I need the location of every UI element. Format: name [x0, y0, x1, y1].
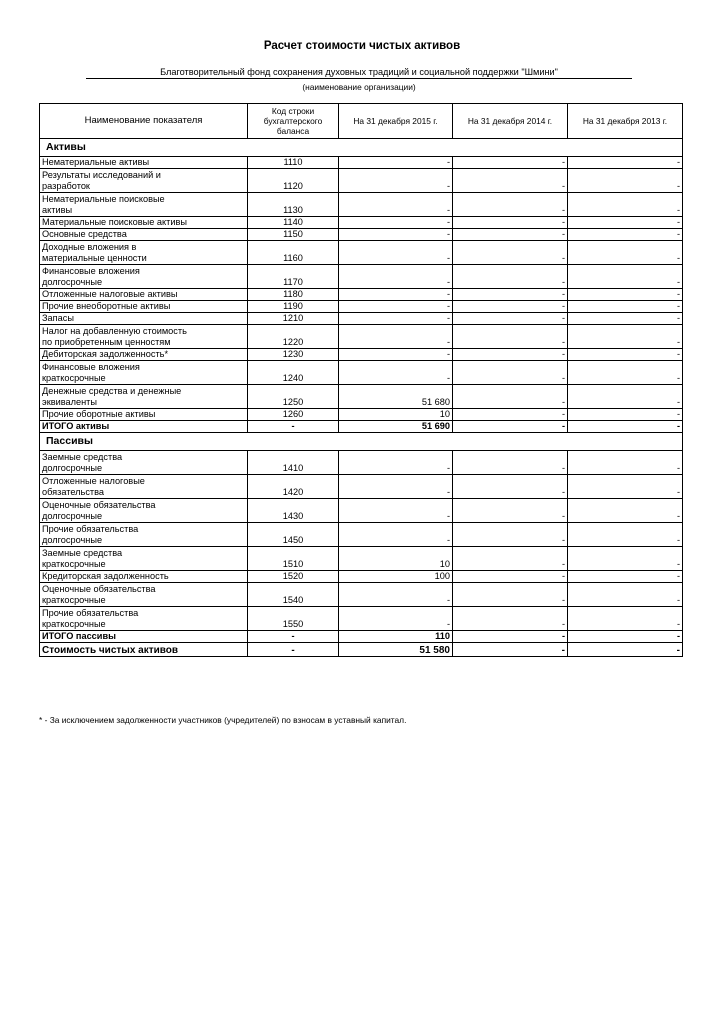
row-name-line: Отложенные налоговые активы [42, 289, 178, 299]
row-name-line: Заемные средства [42, 548, 123, 558]
row-value-2014: - [453, 643, 568, 657]
row-code: 1260 [248, 409, 339, 421]
row-name-line: разработок [42, 181, 90, 191]
row-value-2015: - [339, 349, 453, 361]
table-row [40, 385, 683, 409]
row-value-2014: - [453, 241, 568, 265]
header-line-code [248, 104, 339, 139]
row-value-2015: - [339, 583, 453, 607]
row-value-2015: - [339, 229, 453, 241]
row-name-line: обязательства [42, 487, 105, 497]
row-name [40, 583, 248, 607]
row-value-2014: - [453, 289, 568, 301]
row-value-2015: - [339, 265, 453, 289]
row-value-2014: - [453, 547, 568, 571]
row-value-2015: 10 [339, 547, 453, 571]
row-value-2013: - [568, 643, 683, 657]
row-name-line: по приобретенным ценностям [42, 337, 171, 347]
row-name [40, 289, 248, 301]
row-name [40, 241, 248, 265]
row-code: 1130 [248, 193, 339, 217]
table-row [40, 499, 683, 523]
row-name-line: Прочие обязательства [42, 608, 139, 618]
row-code: 1190 [248, 301, 339, 313]
row-code: 1180 [248, 289, 339, 301]
row-name [40, 169, 248, 193]
table-row [40, 571, 683, 583]
row-value-2015: 10 [339, 409, 453, 421]
row-value-2015: - [339, 289, 453, 301]
table-row [40, 217, 683, 229]
row-value-2015: - [339, 217, 453, 229]
row-value-2013: - [568, 193, 683, 217]
row-name [40, 385, 248, 409]
row-value-2014: - [453, 607, 568, 631]
row-value-2014: - [453, 421, 568, 433]
row-value-2014: - [453, 409, 568, 421]
row-value-2013: - [568, 583, 683, 607]
row-value-2014: - [453, 325, 568, 349]
row-name [40, 475, 248, 499]
row-value-2013: - [568, 409, 683, 421]
table-row [40, 607, 683, 631]
row-name-line: краткосрочные [42, 595, 106, 605]
table-row [40, 361, 683, 385]
row-name-line: Доходные вложения в [42, 242, 137, 252]
row-name-line: Нематериальные поисковые [42, 194, 165, 204]
table-row [40, 475, 683, 499]
row-value-2013: - [568, 229, 683, 241]
row-value-2013: - [568, 349, 683, 361]
table-row [40, 313, 683, 325]
row-name [40, 157, 248, 169]
row-value-2014: - [453, 349, 568, 361]
table-row [40, 409, 683, 421]
row-value-2013: - [568, 547, 683, 571]
row-code: 1510 [248, 547, 339, 571]
row-code: 1420 [248, 475, 339, 499]
row-name-line: Прочие внеоборотные активы [42, 301, 171, 311]
table-row [40, 289, 683, 301]
table-row [40, 265, 683, 289]
row-name-line: Нематериальные активы [42, 157, 150, 167]
liabilities-section [40, 433, 683, 643]
row-value-2013: - [568, 607, 683, 631]
row-value-2013: - [568, 523, 683, 547]
assets-heading: Активы [40, 139, 683, 157]
net-assets-row [40, 643, 683, 657]
header-code-line1: Код строки [271, 106, 315, 116]
row-name-line: Дебиторская задолженность* [42, 349, 169, 359]
table-row [40, 523, 683, 547]
row-value-2013: - [568, 499, 683, 523]
table-row [40, 157, 683, 169]
row-code: 1550 [248, 607, 339, 631]
row-value-2014: - [453, 265, 568, 289]
row-name-line: Результаты исследований и [42, 170, 161, 180]
row-value-2014: - [453, 157, 568, 169]
table-row [40, 301, 683, 313]
row-value-2015: 110 [339, 631, 453, 643]
row-value-2014: - [453, 571, 568, 583]
row-value-2013: - [568, 169, 683, 193]
row-code: 1250 [248, 385, 339, 409]
row-name [40, 325, 248, 349]
row-name [40, 499, 248, 523]
row-value-2014: - [453, 583, 568, 607]
row-value-2014: - [453, 313, 568, 325]
row-value-2014: - [453, 229, 568, 241]
row-name-line: Финансовые вложения [42, 362, 140, 372]
header-code-line2: бухгалтерского [263, 116, 323, 126]
row-code: 1240 [248, 361, 339, 385]
row-name-line: Налог на добавленную стоимость [42, 326, 187, 336]
row-code: 1170 [248, 265, 339, 289]
assets-heading-row [40, 139, 683, 157]
row-name-line: Оценочные обязательства [42, 500, 156, 510]
row-name [40, 523, 248, 547]
row-value-2015: - [339, 301, 453, 313]
row-value-2013: - [568, 451, 683, 475]
row-name-line: материальные ценности [42, 253, 147, 263]
row-code: 1220 [248, 325, 339, 349]
row-value-2014: - [453, 631, 568, 643]
row-value-2014: - [453, 451, 568, 475]
row-name-line: Отложенные налоговые [42, 476, 145, 486]
row-name-line: долгосрочные [42, 277, 103, 287]
row-name [40, 409, 248, 421]
row-value-2014: - [453, 361, 568, 385]
header-code-line3: баланса [276, 126, 310, 136]
row-value-2013: - [568, 289, 683, 301]
row-value-2014: - [453, 385, 568, 409]
row-value-2015: - [339, 607, 453, 631]
row-value-2015: - [339, 169, 453, 193]
row-value-2015: - [339, 157, 453, 169]
row-value-2014: - [453, 169, 568, 193]
row-value-2015: 51 690 [339, 421, 453, 433]
assets-total-row [40, 421, 683, 433]
row-name-line: долгосрочные [42, 463, 103, 473]
row-name-line: долгосрочные [42, 535, 103, 545]
header-2013: На 31 декабря 2013 г. [568, 104, 683, 139]
row-value-2013: - [568, 265, 683, 289]
row-value-2015: - [339, 499, 453, 523]
row-value-2015: - [339, 475, 453, 499]
row-code: 1410 [248, 451, 339, 475]
row-value-2015: - [339, 325, 453, 349]
row-name: ИТОГО активы [40, 421, 248, 433]
row-code: 1540 [248, 583, 339, 607]
table-header-row [40, 104, 683, 139]
row-code: - [248, 643, 339, 657]
net-assets-table [39, 103, 683, 657]
row-value-2013: - [568, 631, 683, 643]
row-value-2015: - [339, 361, 453, 385]
assets-section [40, 139, 683, 433]
row-name-line: долгосрочные [42, 511, 103, 521]
row-name: ИТОГО пассивы [40, 631, 248, 643]
row-value-2014: - [453, 193, 568, 217]
row-value-2013: - [568, 157, 683, 169]
row-value-2013: - [568, 385, 683, 409]
row-value-2015: - [339, 193, 453, 217]
header-2014: На 31 декабря 2014 г. [453, 104, 568, 139]
table-row [40, 241, 683, 265]
row-name [40, 217, 248, 229]
row-code: 1520 [248, 571, 339, 583]
row-name [40, 229, 248, 241]
row-value-2014: - [453, 217, 568, 229]
row-code: 1230 [248, 349, 339, 361]
row-code: 1160 [248, 241, 339, 265]
row-value-2013: - [568, 475, 683, 499]
row-code: 1140 [248, 217, 339, 229]
row-value-2013: - [568, 313, 683, 325]
row-name [40, 451, 248, 475]
row-value-2013: - [568, 571, 683, 583]
table-row [40, 451, 683, 475]
row-name [40, 361, 248, 385]
row-name [40, 571, 248, 583]
table-row [40, 193, 683, 217]
table-row [40, 547, 683, 571]
row-name [40, 193, 248, 217]
row-name-line: Кредиторская задолженность [42, 571, 169, 581]
row-code: 1430 [248, 499, 339, 523]
row-code: 1210 [248, 313, 339, 325]
row-code: - [248, 631, 339, 643]
organization-name: Благотворительный фонд сохранения духовных традиций и социальной поддержки "Шмини" [86, 67, 632, 79]
row-value-2015: - [339, 241, 453, 265]
table-row [40, 325, 683, 349]
table-row [40, 349, 683, 361]
row-name [40, 607, 248, 631]
row-name-line: Финансовые вложения [42, 266, 140, 276]
row-name [40, 301, 248, 313]
row-name [40, 349, 248, 361]
table-row [40, 169, 683, 193]
row-value-2013: - [568, 241, 683, 265]
row-name-line: краткосрочные [42, 619, 106, 629]
row-value-2015: 51 680 [339, 385, 453, 409]
row-name-line: Заемные средства [42, 452, 123, 462]
row-value-2015: - [339, 523, 453, 547]
row-name: Стоимость чистых активов [40, 643, 248, 657]
table-row [40, 229, 683, 241]
header-indicator-name: Наименование показателя [40, 104, 248, 139]
table-row [40, 583, 683, 607]
row-value-2013: - [568, 217, 683, 229]
footnote: * - За исключением задолженности участников (учредителей) по взносам в уставный капитал. [39, 715, 407, 725]
row-name-line: Материальные поисковые активы [42, 217, 187, 227]
liabilities-total-row [40, 631, 683, 643]
row-name-line: краткосрочные [42, 559, 106, 569]
row-value-2013: - [568, 421, 683, 433]
row-name-line: Основные средства [42, 229, 127, 239]
liabilities-heading: Пассивы [40, 433, 683, 451]
row-code: 1110 [248, 157, 339, 169]
row-value-2014: - [453, 475, 568, 499]
organization-caption: (наименование организации) [302, 82, 416, 92]
row-code: - [248, 421, 339, 433]
row-name-line: Оценочные обязательства [42, 584, 156, 594]
row-name-line: эквиваленты [42, 397, 97, 407]
row-value-2015: - [339, 451, 453, 475]
row-value-2013: - [568, 301, 683, 313]
row-name [40, 313, 248, 325]
row-code: 1120 [248, 169, 339, 193]
row-value-2014: - [453, 301, 568, 313]
row-name-line: краткосрочные [42, 373, 106, 383]
row-name [40, 547, 248, 571]
row-value-2014: - [453, 523, 568, 547]
header-2015: На 31 декабря 2015 г. [339, 104, 453, 139]
row-name-line: Прочие оборотные активы [42, 409, 156, 419]
row-name-line: активы [42, 205, 73, 215]
row-value-2015: 100 [339, 571, 453, 583]
row-value-2013: - [568, 325, 683, 349]
row-name [40, 265, 248, 289]
liabilities-heading-row [40, 433, 683, 451]
row-value-2015: - [339, 313, 453, 325]
row-name-line: Прочие обязательства [42, 524, 139, 534]
row-name-line: Запасы [42, 313, 74, 323]
document-title: Расчет стоимости чистых активов [263, 40, 461, 52]
row-code: 1150 [248, 229, 339, 241]
row-value-2015: 51 580 [339, 643, 453, 657]
row-value-2013: - [568, 361, 683, 385]
net-assets-section [40, 643, 683, 657]
row-value-2014: - [453, 499, 568, 523]
row-code: 1450 [248, 523, 339, 547]
row-name-line: Денежные средства и денежные [42, 386, 182, 396]
